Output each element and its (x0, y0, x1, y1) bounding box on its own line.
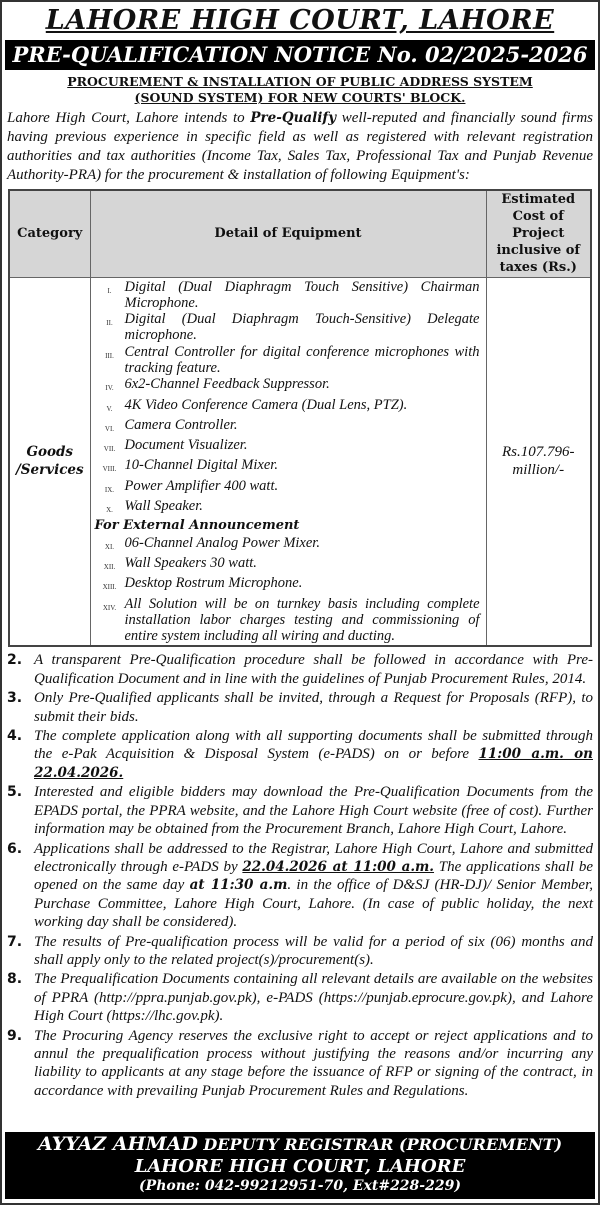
notice-number-banner: PRE-QUALIFICATION NOTICE No. 02/2025-2026 (5, 40, 595, 70)
clause-text (34, 651, 593, 688)
clause-item (7, 783, 593, 838)
item-numeral: I. (107, 286, 112, 295)
item-numeral: VI. (104, 424, 115, 433)
clause-body: Only Pre-Qualified applicants shall be invited, through a Request for Proposals (RFP), to submit their bids. (34, 690, 593, 725)
subtitle-line-1: PROCUREMENT & INSTALLATION OF PUBLIC ADDRESS SYSTEM (67, 74, 533, 89)
clause-body: Applications shall be addressed to the Registrar, Lahore High Court, Lahore and submitted electronically through e-PADS by (34, 840, 593, 875)
equipment-item (95, 344, 480, 377)
item-numeral: XIII. (102, 583, 117, 592)
clause-item (7, 840, 593, 932)
item-numeral: II. (106, 319, 113, 328)
clause-emphasis: The applications shall be opened on the same day (34, 858, 594, 894)
intro-bold: Pre-Qualify (250, 110, 337, 126)
item-numeral: X. (106, 506, 113, 515)
equipment-table (8, 189, 592, 647)
equipment-item (95, 575, 480, 595)
clause-body: The results of Pre-qualification process will be valid for a period of six (06) months and shall apply only to the related project(s)/procurement(s). (34, 933, 593, 968)
clause-text (34, 783, 593, 838)
item-numeral: V. (106, 404, 113, 413)
clause-item (7, 727, 593, 782)
item-text: Desktop Rostrum Microphone. (124, 575, 303, 592)
header-category: Category (9, 190, 90, 277)
clause-item (7, 970, 593, 1025)
item-text: Wall Speakers 30 watt. (124, 554, 257, 571)
page-title: LAHORE HIGH COURT, LAHORE (45, 5, 555, 36)
item-numeral: XII. (103, 562, 116, 571)
clause-emphasis: 22.04.2026 at 11:00 a.m. (242, 858, 435, 875)
equipment-item (95, 376, 480, 396)
item-numeral: VII. (103, 445, 116, 454)
clause-number: 2. (7, 652, 23, 669)
item-numeral: XI. (104, 542, 115, 551)
table-header-row (9, 190, 591, 277)
detail-cell (90, 277, 486, 646)
clause-text (34, 840, 593, 932)
clause-body: The Procuring Agency reserves the exclusive right to accept or reject applications and to annul the prequalification process without justifying the reasons and/or incurring any liability to applicants at any stage before the issuance of RFP or signing of the contract, in accordance with prevailing Punjab Procurement Rules and Regulations. (34, 1027, 593, 1099)
signatory-organization: LAHORE HIGH COURT, LAHORE (134, 1156, 466, 1177)
signatory-line (5, 1133, 595, 1156)
item-numeral: VIII. (102, 465, 117, 474)
item-numeral: IV. (105, 384, 114, 393)
clause-emphasis: at 11:30 a.m (189, 877, 288, 894)
equipment-item (95, 311, 480, 344)
item-text: 10-Channel Digital Mixer. (124, 457, 278, 474)
intro-text-cont: well-reputed and financially sound firms having previous experience in specific field as well as registered with relevant registration authorities and tax authorities (Income Tax, Sales Tax, Professional Tax and Punjab Revenue Authority-PRA) for the procurement & installation of following Equipment's: (7, 110, 593, 183)
clause-body: The Prequalification Documents containing all relevant details are available on the websites of PPRA (http://ppra.punjab.gov.pk), e-PADS (https://punjab.eprocure.gov.pk), and Lahore High Court (https://lhc.gov.pk). (34, 971, 593, 1025)
clause-body: A transparent Pre-Qualification procedure shall be followed in accordance with Pre-Qualification Document and in line with the guidelines of Punjab Procurement Rules, 2014. (34, 652, 593, 687)
equipment-item (95, 397, 480, 417)
equipment-item (95, 279, 480, 312)
equipment-item (95, 555, 480, 575)
clause-item (7, 651, 593, 688)
item-text: 4K Video Conference Camera (Dual Lens, PTZ). (124, 396, 408, 413)
clause-text (34, 970, 593, 1025)
clause-number: 3. (7, 690, 23, 707)
clause-body: Interested and eligible bidders may download the Pre-Qualification Documents from the EPADS portal, the PPRA website, and the Lahore High Court website (free of cost). Further information may be obtained from the Procurement Branch, Lahore High Court, Lahore. (34, 784, 593, 838)
external-heading: For External Announcement (94, 518, 300, 534)
clause-text (34, 689, 593, 726)
equipment-item (95, 417, 480, 437)
cost-cell: Rs.107.796-million/- (486, 277, 591, 646)
signatory-name: AYYAZ AHMAD (37, 1133, 198, 1155)
clauses-list (5, 651, 595, 1101)
clause-emphasis: 11:00 a.m. on 22.04.2026. (34, 746, 593, 781)
header-cost: Estimated Cost of Project inclusive of taxes (Rs.) (486, 190, 591, 277)
item-numeral: XIV. (102, 603, 117, 612)
item-text: Document Visualizer. (124, 437, 248, 454)
item-numeral: IX. (104, 485, 115, 494)
clause-body: The complete application along with all supporting documents shall be submitted through the e-Pak Acquisition & Disposal System (e-PADS) on or before (34, 728, 593, 763)
clause-text (34, 1027, 593, 1101)
clause-number: 7. (7, 933, 23, 950)
item-text: Camera Controller. (124, 416, 238, 433)
signatory-designation: DEPUTY REGISTRAR (PROCUREMENT) (203, 1135, 563, 1154)
clause-text (34, 727, 593, 782)
clause-item (7, 933, 593, 970)
equipment-item (95, 457, 480, 477)
item-text: Wall Speaker. (124, 498, 203, 515)
clause-number: 6. (7, 840, 23, 857)
equipment-item (95, 478, 480, 498)
clause-text (34, 933, 593, 970)
clause-emphasis: . in the office of D&SJ (HR-DJ)/ Senior Member, Purchase Committee, Lahore High Court, Lahore. (In case of public holiday, the next working day shall be considered). (34, 877, 593, 931)
clause-item (7, 1027, 593, 1101)
equipment-item (95, 437, 480, 457)
clause-number: 5. (7, 784, 23, 801)
clause-number: 4. (7, 728, 23, 745)
clause-item (7, 689, 593, 726)
external-items (95, 535, 480, 645)
intro-paragraph (5, 109, 595, 185)
equipment-item (95, 498, 480, 518)
spacer (5, 1101, 595, 1104)
item-text: Central Controller for digital conference microphones with tracking feature. (124, 343, 480, 376)
header-detail: Detail of Equipment (90, 190, 486, 277)
item-text: Digital (Dual Diaphragm Touch-Sensitive) Delegate microphone. (124, 311, 480, 344)
item-numeral: III. (105, 351, 114, 360)
item-text: 06-Channel Analog Power Mixer. (124, 534, 320, 551)
equipment-item (95, 596, 480, 645)
item-text: Digital (Dual Diaphragm Touch Sensitive) Chairman Microphone. (124, 278, 480, 311)
contact-phone: (Phone: 042-99212951-70, Ext#228-229) (139, 1178, 461, 1194)
item-text: Power Amplifier 400 watt. (124, 477, 279, 494)
category-cell: Goods /Services (9, 277, 90, 646)
intro-text: Lahore High Court, Lahore intends to (7, 110, 251, 126)
clause-number: 9. (7, 1027, 23, 1044)
equipment-item (95, 535, 480, 555)
signature-block (5, 1132, 595, 1199)
subtitle-line-2: (SOUND SYSTEM) FOR NEW COURTS' BLOCK. (134, 90, 466, 105)
equipment-items (95, 279, 480, 519)
item-text: All Solution will be on turnkey basis including complete installation labor charges testing and commissioning of entire system including all wiring and ducting. (124, 595, 480, 645)
table-row (9, 277, 591, 646)
clause-number: 8. (7, 971, 23, 988)
item-text: 6x2-Channel Feedback Suppressor. (124, 376, 330, 393)
